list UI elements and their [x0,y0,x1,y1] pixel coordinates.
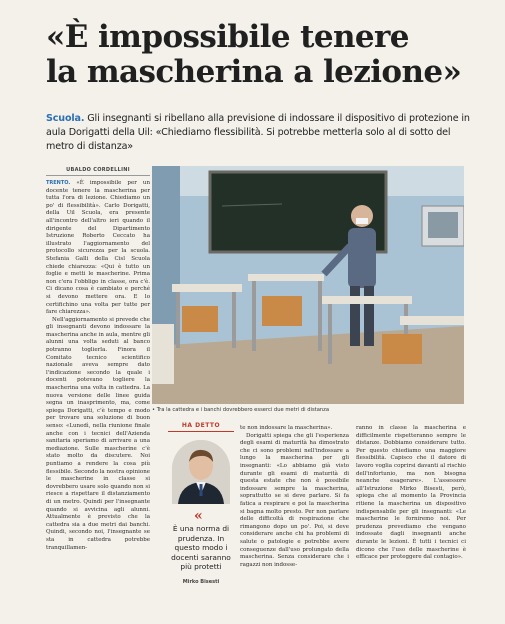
article-column-3 [356,425,466,562]
article-paragraph: te non indossare la mascherina». [240,425,333,431]
speaker-portrait [172,440,230,504]
classroom-illustration [152,166,464,404]
lead-kicker: Scuola. [46,113,85,124]
dateline: TRENTO. [46,180,71,186]
lead-paragraph [46,112,476,154]
article-column-1 [46,180,150,552]
article-paragraph: Dorigatti spiega che gli l'esperienza degli esami di maturità ha dimostrato che ci sono problemi nell'indossare a lungo la mascherina per gli insegnanti: «Lo abbiamo già visto durante gli esami di maturità di questa estate che non è possibile indossare sempre la mascherina, soprattutto se si deve parlare. Si fa fatica a respirare e poi la mascherina si bagna molto presto. Per non parlare delle difficoltà di respirazione che rimangono dopo un po'. Poi, si deve considerare anche chi ha problemi di salute o patologie e potrebbe avere conseguenze dall'uso prolungato della mascherina. Senza considerare che i ragazzi non indosse- [240,432,349,568]
article-column-2 [240,425,349,569]
quote-author: Mirko Bisesti [182,579,220,585]
headline-line-2: la mascherina a lezione» [46,54,462,90]
quote-text: È una norma di prudenza. In questo modo i docenti saranno più protetti [171,524,231,572]
quote-mark: « [194,508,203,524]
headline-line-1: «È impossibile tenere [46,19,409,55]
byline: UBALDO CORDELLINI [46,167,150,176]
article-paragraph: TRENTO. «È impossibile per un docente tenere la mascherina per tutta l'ora di lezione. Chiediamo un po' di flessibilità». Carlo Dorigatti, della Uil Scuola, era presente all'incontro dell'altro ieri quando il dirigente del Dipartimento Istruzione Roberto Ceccato ha illustrato l'aggiornamento del protocollo sicurezza per la scuola. Stefania Galli della Cisl Scuola chiede chiarezza: «Qui è tutto un foglie e metti le mascherine. Prima non c'era l'obbligo in classe, ora c'è. Ci dicano cosa è cambiato e perché si devono mettere ora. E lo certifichino una volta per tutte per fare chiarezza». [46,180,150,316]
sidebar-label: HA DETTO [168,422,234,432]
lead-text: Gli insegnanti si ribellano alla previsione di indossare il dispositivo di protezione in aula Dorigatti della Uil: «Chiediamo flessibilità. Si potrebbe metterla solo al di sotto del metro di distanza» [46,113,470,152]
portrait-illustration [172,440,230,504]
photo-caption: • Tra la cattedra e i banchi dovrebbero esserci due metri di distanza [152,407,330,413]
headline [46,20,486,90]
quote-sidebar [168,422,234,602]
article-paragraph: Nell'aggiornamento si prevede che gli insegnanti devono indossare la mascherina anche in aula, mentre gli alunni una volta seduti al banco potranno toglierla. Finora il Comitato tecnico scientifico nazionale aveva sempre dato l'indicazione secondo la quale i docenti potevano togliere la mascherina una volta in cattedra. La nuova versione delle linee guida segna un inasprimento, ma, come spiega Dorigatti, c'è tempo e modo per trovare una soluzione di buon senso: «Lunedì, nella riunione finale anche con i tecnici dell'Azienda sanitaria speriamo di arrivare a una mediazione. Sulle mascherine c'è stato molto da discutere. Noi puntiamo a rendere la cosa più flessibile. Secondo la nostra opinione le mascherine in classe si dovrebbero usare solo quando non si riesce a rispettare il distanziamento di un metro. Quindi per l'insegnante quando si avvicina agli alunni. Attualmente è previsto che la cattedra sia a due metri dai banchi. Quindi, secondo noi, l'insegnante se sta in cattedra potrebbe tranquillamen- [46,316,150,551]
article-paragraph: ranno in classe la mascherina e difficilmente rispetteranno sempre le distanze. Dobbiamo considerare tutto. Per questo chiediamo una maggiore flessibilità. Capisco che il datore di lavoro voglia coprirsi davanti al rischio dell'infortunio, ma non bisogna neanche esagerare». L'assessore all'Istruzione Mirko Bisesti, però, spiega che al momento la Provincia ritiene la mascherina un dispositivo indispensabile per gli insegnanti: «Le mascherine le forniremo noi. Per prudenza prevediamo che vengano indossate dagli insegnanti anche durante le lezioni. È tutti i tecnici ci dicono che l'uso delle mascherine è efficace per proteggere dal contagio». [356,425,466,561]
classroom-photo [152,166,464,404]
